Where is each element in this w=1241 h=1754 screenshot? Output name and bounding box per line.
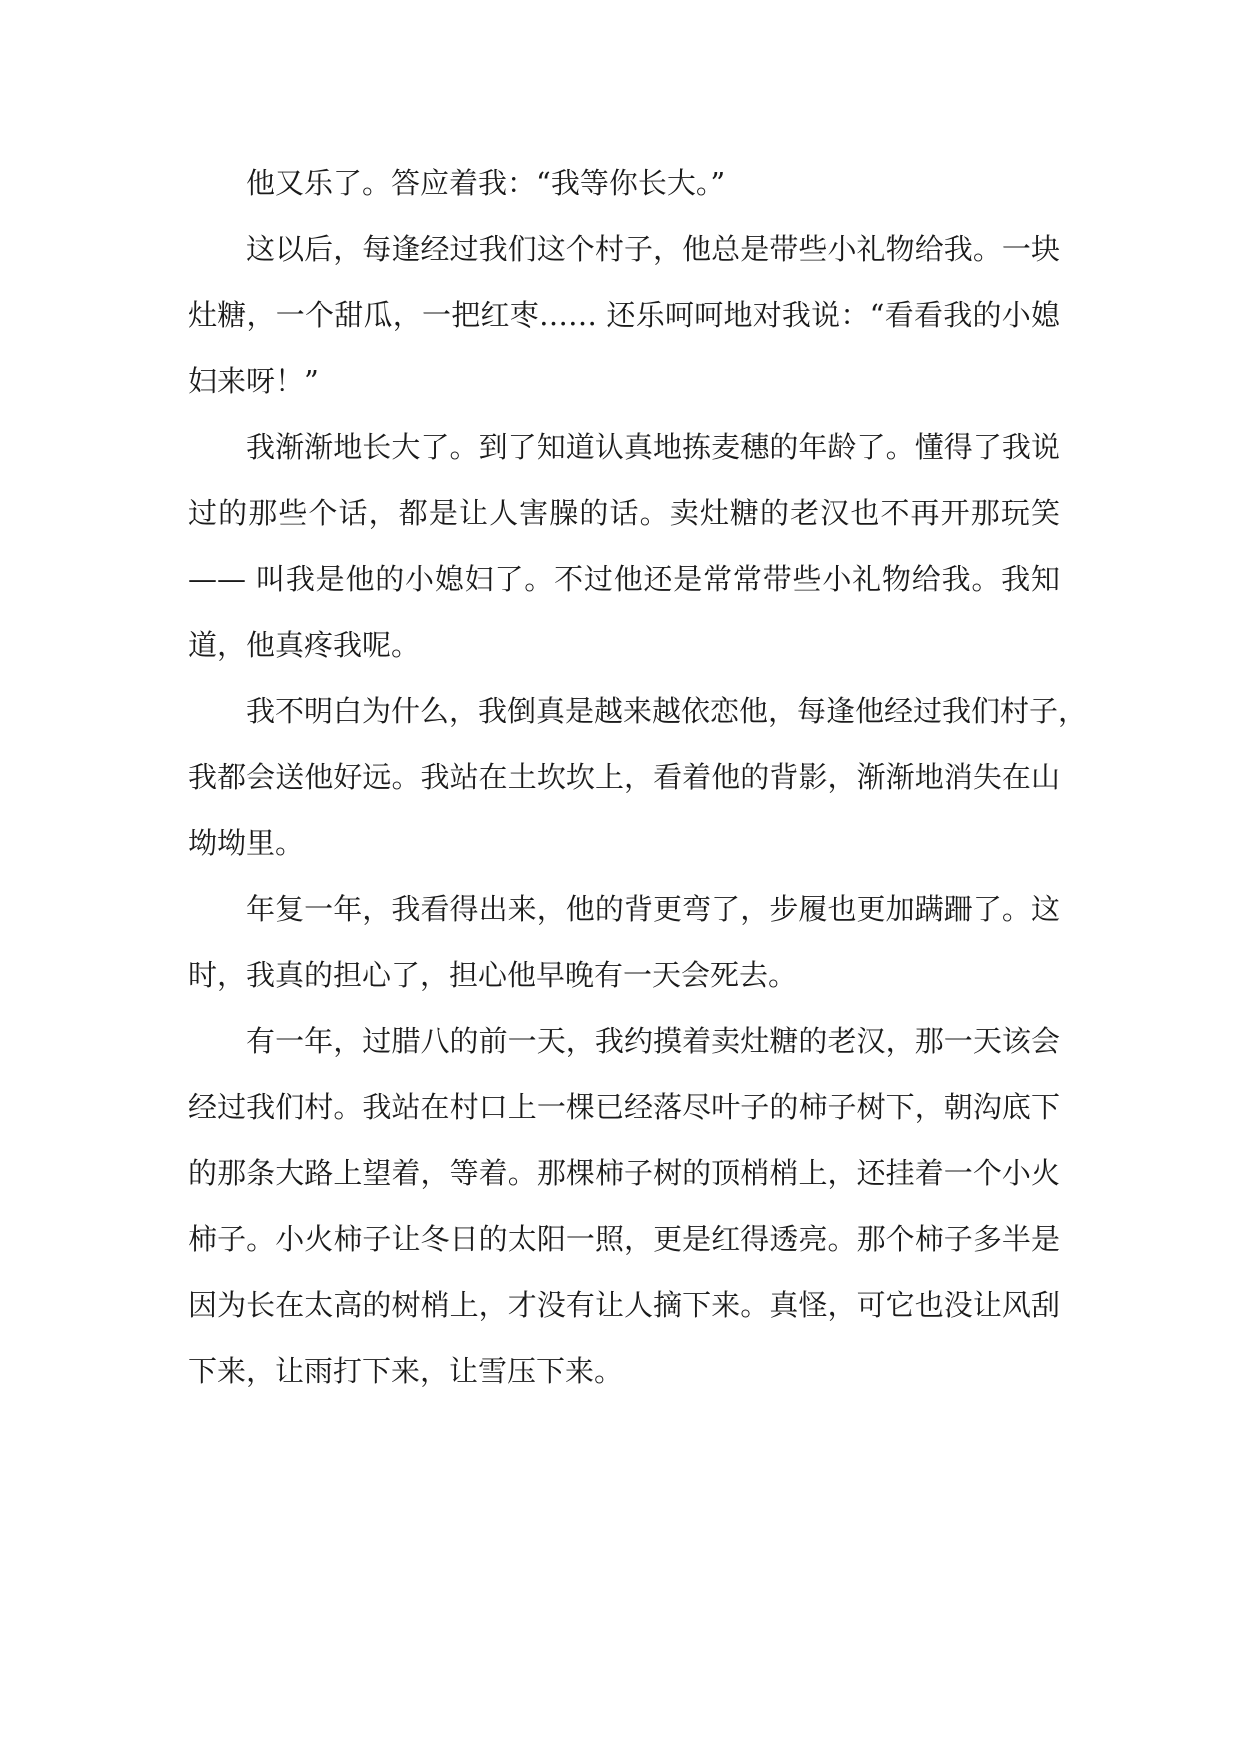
text-line: 有一年，过腊八的前一天，我约摸着卖灶糖的老汉，那一天该会 — [246, 1024, 1060, 1058]
paragraph-5 — [188, 876, 1060, 1008]
text-line: 这以后，每逢经过我们这个村子，他总是带些小礼物给我。一块 — [246, 232, 1060, 266]
text-line: 我渐渐地长大了。到了知道认真地拣麦穗的年龄了。懂得了我说 — [246, 430, 1060, 464]
text-line: 他又乐了。答应着我：“我等你长大。” — [246, 166, 726, 200]
text-line: 妇来呀！” — [188, 364, 319, 398]
text-line: 柿子。小火柿子让冬日的太阳一照，更是红得透亮。那个柿子多半是 — [188, 1222, 1060, 1256]
paragraph-2 — [188, 216, 1060, 414]
text-line: 灶糖，一个甜瓜，一把红枣…… 还乐呵呵地对我说：“看看我的小媳 — [188, 298, 1060, 332]
text-line: 的那条大路上望着，等着。那棵柿子树的顶梢梢上，还挂着一个小火 — [188, 1156, 1060, 1190]
text-line: 道，他真疼我呢。 — [188, 628, 421, 662]
text-line: 我都会送他好远。我站在土坎坎上，看着他的背影，渐渐地消失在山 — [188, 760, 1060, 794]
paragraph-6 — [188, 1008, 1060, 1404]
text-line: 经过我们村。我站在村口上一棵已经落尽叶子的柿子树下，朝沟底下 — [188, 1090, 1060, 1124]
document-page — [188, 150, 1088, 1404]
text-line: 因为长在太高的树梢上，才没有让人摘下来。真怪，可它也没让风刮 — [188, 1288, 1060, 1322]
text-line: 过的那些个话，都是让人害臊的话。卖灶糖的老汉也不再开那玩笑 — [188, 496, 1060, 530]
text-line: 年复一年，我看得出来，他的背更弯了，步履也更加蹒跚了。这 — [246, 892, 1060, 926]
paragraph-3 — [188, 414, 1060, 678]
text-line: 坳坳里。 — [188, 826, 305, 860]
text-line: 我不明白为什么，我倒真是越来越依恋他，每逢他经过我们村子， — [246, 694, 1088, 728]
paragraph-1 — [188, 150, 1060, 216]
text-line: —— 叫我是他的小媳妇了。不过他还是常常带些小礼物给我。我知 — [188, 562, 1060, 596]
paragraph-4 — [188, 678, 1088, 876]
text-line: 时，我真的担心了，担心他早晚有一天会死去。 — [188, 958, 798, 992]
text-line: 下来，让雨打下来，让雪压下来。 — [188, 1354, 624, 1388]
